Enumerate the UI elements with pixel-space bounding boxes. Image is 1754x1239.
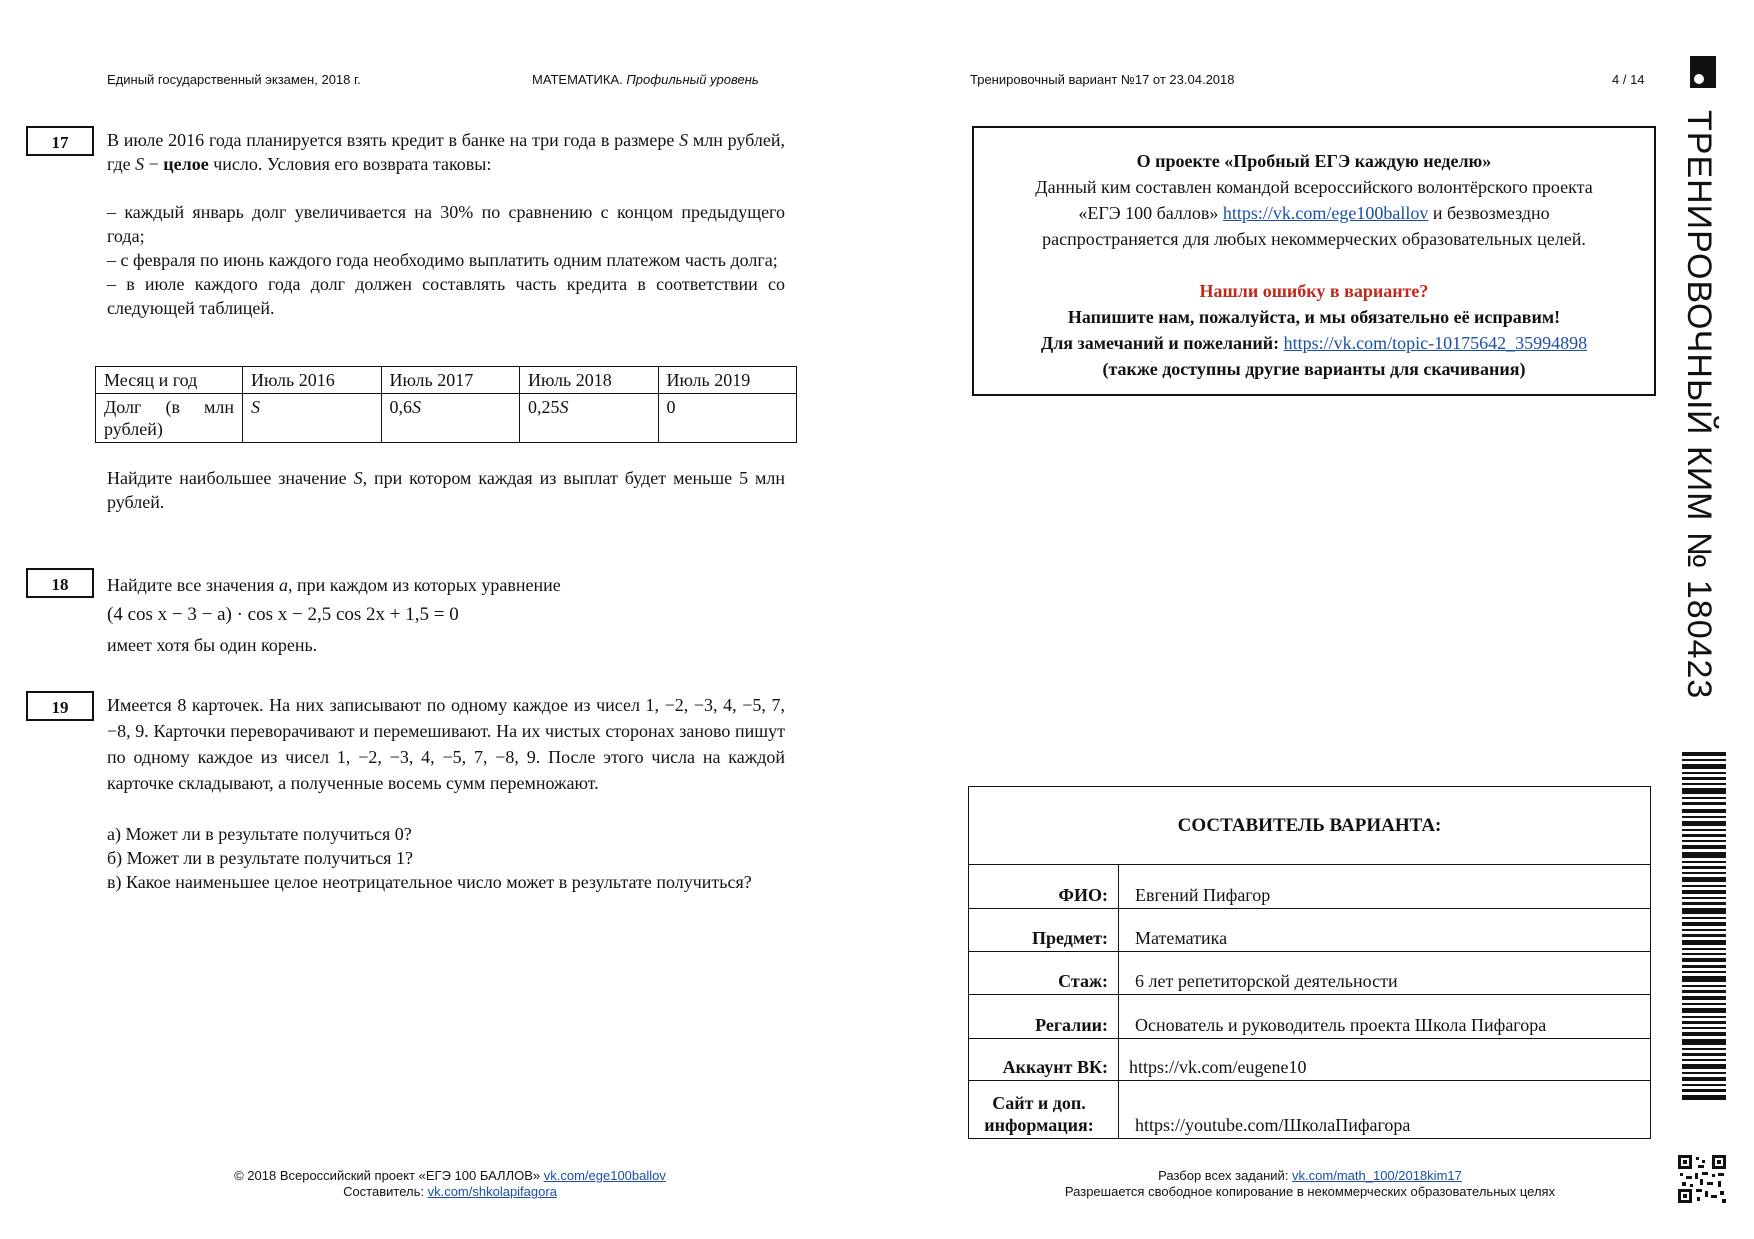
project-vk-link[interactable]: https://vk.com/ege100ballov [1222,203,1429,223]
footer-author: Составитель: vk.com/shkolapifagora [343,1184,557,1199]
problem-17-question: Найдите наибольшее значение S, при котором каждая из выплат будет меньше 5 млн рублей. [107,468,785,512]
debt-table-cell: 0 [658,394,797,443]
footer-left [150,1168,750,1200]
author-row-value: Математика [1119,909,1651,952]
header-level: Профильный уровень [626,72,759,87]
problem-17-condition-1: – каждый январь долг увеличивается на 30% по сравнению с концом предыдущего года; [107,202,785,246]
footer-ege-link[interactable]: vk.com/ege100ballov [543,1168,666,1183]
author-row-key: Предмет: [969,909,1119,952]
problem-17-condition-3: – в июле каждого года долг должен составлять часть кредита в соответствии со следующей таблицей. [107,274,785,318]
author-row-key: Аккаунт ВК: [969,1039,1119,1081]
problem-18-number: 18 [26,568,94,598]
footer-solutions-link[interactable]: vk.com/math_100/2018kim17 [1292,1168,1462,1183]
author-row-key: Стаж: [969,952,1119,995]
page-number: 4 / 14 [1612,72,1645,87]
barcode-icon [1682,752,1726,1102]
project-info-box [972,126,1656,396]
project-info-title: О проекте «Пробный ЕГЭ каждую неделю» [1136,151,1492,171]
author-row [969,1081,1651,1139]
debt-table-header-row [96,367,797,394]
logo-icon [1690,56,1716,88]
author-row [969,995,1651,1039]
footer-license: Разрешается свободное копирование в некоммерческих образовательных целях [1064,1184,1556,1199]
problem-19-number: 19 [26,691,94,721]
problem-19-question-c: в) Какое наименьшее целое неотрицательное число может в результате получиться? [107,872,752,892]
problem-19-question-a: а) Может ли в результате получиться 0? [107,824,412,844]
author-table-title-row [969,787,1651,865]
debt-table-row [96,394,797,443]
author-table [968,786,1651,1139]
footer-right [960,1168,1660,1200]
problem-19-text [107,692,785,894]
debt-table-header-cell: Месяц и год [96,367,243,394]
author-row-value: Основатель и руководитель проекта Школа Пифагора [1119,995,1651,1039]
debt-table-cell: 0,6S [381,394,520,443]
side-title: ТРЕНИРОВОЧНЫЙ КИМ № 180423 [1680,110,1718,700]
problem-18-equation: (4 cos x − 3 − a) · cos x − 2,5 cos 2x + 1,5 = 0 [107,604,459,625]
project-info-line-2: «ЕГЭ 100 баллов» https://vk.com/ege100ballov и безвозмездно [1078,203,1550,223]
author-row-key: ФИО: [969,865,1119,909]
author-row-key: Регалии: [969,995,1119,1039]
debt-table-header-cell: Июль 2017 [381,367,520,394]
author-row-value: https://youtube.com/ШколаПифагора [1119,1081,1651,1139]
problem-18-line-3: имеет хотя бы один корень. [107,635,318,655]
footer-author-link[interactable]: vk.com/shkolapifagora [427,1184,557,1199]
footer-solutions: Разбор всех заданий: vk.com/math_100/2018kim17 [1158,1168,1462,1183]
error-line-2: Для замечаний и пожеланий: https://vk.com/topic-10175642_35994898 [1040,333,1588,353]
problem-18-text [107,570,785,660]
author-row [969,909,1651,952]
header-variant: Тренировочный вариант №17 от 23.04.2018 [970,72,1235,87]
header-subject-name: МАТЕМАТИКА. [532,72,623,87]
debt-table [95,366,797,443]
author-table-title: СОСТАВИТЕЛЬ ВАРИАНТА: [969,787,1651,865]
feedback-topic-link[interactable]: https://vk.com/topic-10175642_35994898 [1283,333,1588,353]
author-row [969,952,1651,995]
problem-18-line-1: Найдите все значения a, при каждом из которых уравнение [107,575,561,595]
problem-17-number: 17 [26,126,94,156]
problem-17-condition-2: – с февраля по июнь каждого года необходимо выплатить одним платежом часть долга; [107,250,778,270]
project-info-line-1: Данный ким составлен командой всероссийского волонтёрского проекта [1035,177,1593,197]
author-row-key: Сайт и доп. информация: [969,1081,1119,1139]
author-row-value: Евгений Пифагор [1119,865,1651,909]
author-row-value: https://vk.com/eugene10 [1119,1039,1651,1081]
header-exam-title: Единый государственный экзамен, 2018 г. [107,72,361,87]
error-line-1: Напишите нам, пожалуйста, и мы обязательно её исправим! [1067,307,1561,327]
debt-table-cell: 0,25S [520,394,659,443]
error-title: Нашли ошибку в варианте? [1199,281,1429,301]
problem-17-text [107,128,785,320]
project-info-line-3: распространяется для любых некоммерческих образовательных целей. [1042,229,1586,249]
error-line-3: (также доступны другие варианты для скачивания) [1102,359,1526,379]
author-row-value: 6 лет репетиторской деятельности [1119,952,1651,995]
debt-table-header-cell: Июль 2016 [243,367,382,394]
author-row [969,865,1651,909]
problem-19-question-b: б) Может ли в результате получиться 1? [107,848,413,868]
debt-table-row-label: Долг (в млн рублей) [96,394,243,443]
problem-19-statement: Имеется 8 карточек. На них записывают по одному каждое из чисел 1, −2, −3, 4, −5, 7, −8, 9. Карточки переворачивают и перемешивают. На их чистых сторонах заново пишут по одному каждое из чисел 1, −2, −3, 4, −5, 7, −8, 9. После этого числа на каждой карточке складывают, а полученные восемь сумм перемножают. [107,695,785,793]
header-subject [532,72,759,87]
debt-table-header-cell: Июль 2018 [520,367,659,394]
footer-copyright: © 2018 Всероссийский проект «ЕГЭ 100 БАЛЛОВ» vk.com/ege100ballov [234,1168,666,1183]
author-row [969,1039,1651,1081]
debt-table-header-cell: Июль 2019 [658,367,797,394]
problem-17-intro: В июле 2016 года планируется взять кредит в банке на три года в размере S млн рублей, где S − целое число. Условия его возврата таковы: [107,130,785,174]
debt-table-cell: S [243,394,382,443]
qr-code-icon [1678,1155,1726,1203]
